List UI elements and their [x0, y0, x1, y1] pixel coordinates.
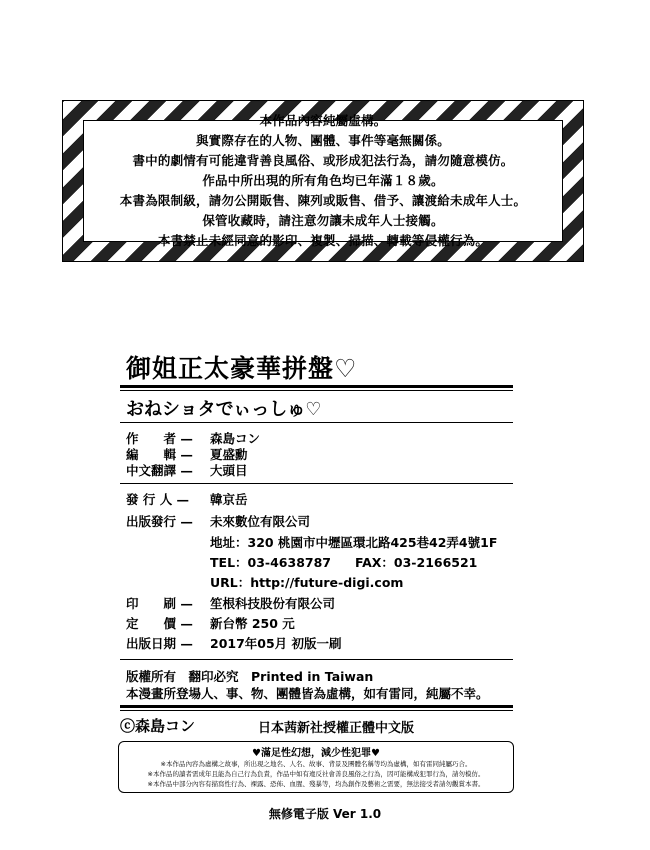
fax-value: FAX：03-2166521 — [355, 555, 478, 570]
publisher-label: 出版發行 — — [126, 514, 193, 529]
price-value: 新台幣 250 元 — [210, 616, 295, 631]
notice-box — [118, 741, 514, 793]
subtitle-rule — [120, 422, 513, 423]
rights-rule-thick — [120, 705, 513, 708]
warning-frame — [62, 100, 584, 262]
tel-value: TEL：03-4638787 — [210, 555, 331, 570]
translator-label: 中文翻譯 — — [126, 463, 193, 478]
author-value: 森島コン — [210, 431, 261, 446]
title-rule-thick — [120, 385, 513, 388]
warning-line-7: 本書禁止未經同意的影印、複製、掃描、轉載等侵權行為。 — [157, 233, 489, 248]
copyright-mark: ⓒ森島コン — [120, 717, 196, 735]
warning-line-2: 與實際存在的人物、團體、事件等毫無關係。 — [195, 133, 450, 148]
editor-label: 編 輯 — — [126, 447, 193, 462]
warning-line-1: 本作品內容純屬虛構。 — [259, 113, 387, 128]
date-label: 出版日期 — — [126, 636, 193, 651]
warning-box — [83, 113, 563, 248]
url-value: URL：http://future-digi.com — [210, 575, 404, 590]
date-value: 2017年05月 初版一刷 — [210, 636, 342, 651]
book-title: 御姐正太豪華拼盤♡ — [126, 354, 358, 383]
publisher-rule — [120, 659, 513, 660]
notice-line-2: ※本作品的讀者需成年且能為自己行為負責，作品中如有違反社會善良風俗之行為，因可能構成犯罪行為，請勿模仿。 — [147, 770, 485, 778]
translator-value: 大頭目 — [210, 463, 248, 478]
warning-line-5: 本書為限制級，請勿公開販售、陳列或販售、借予、讓渡給未成年人士。 — [119, 193, 527, 208]
editor-value: 夏盛勳 — [210, 447, 248, 462]
price-label: 定 價 — — [126, 616, 193, 631]
title-rule-thin — [120, 390, 513, 391]
warning-line-6: 保管收藏時，請注意勿讓未成年人士接觸。 — [202, 213, 444, 228]
book-subtitle: おねショタでぃっしゅ♡ — [126, 399, 322, 420]
author-label: 作 者 — — [126, 431, 193, 446]
publisher-value: 未來數位有限公司 — [210, 514, 311, 529]
address-value: 地址：320 桃園市中壢區環北路425巷42弄4號1F — [210, 535, 498, 550]
rights-rule-thin — [120, 710, 513, 711]
rights-line: 版權所有 翻印必究 Printed in Taiwan — [126, 669, 374, 684]
notice-line-3: ※本作品中部分內容有描寫性行為、裸露、恐佈、血腥、殘暴等，均為創作及藝術之需要，無法接受者請勿觀賞本書。 — [147, 780, 485, 788]
warning-line-4: 作品中所出現的所有角色均已年滿１８歲。 — [202, 173, 444, 188]
credits-rule — [120, 483, 513, 484]
license-text: 日本茜新社授權正體中文版 — [258, 721, 415, 736]
edition-footer: 無修電子版 Ver 1.0 — [268, 807, 382, 821]
printer-value: 笙根科技股份有限公司 — [210, 596, 336, 611]
notice-heading: ♥滿足性幻想，減少性犯罪♥ — [252, 748, 380, 759]
fiction-disclaimer: 本漫畫所登場人、事、物、團體皆為虛構，如有雷同，純屬不幸。 — [126, 686, 489, 701]
issuer-label: 發 行 人 — — [126, 492, 190, 507]
issuer-value: 韓京岳 — [210, 492, 248, 507]
printer-label: 印 刷 — — [126, 596, 193, 611]
notice-line-1: ※本作品內容為虛構之故事，所出現之地名、人名、故事、背景及團體名稱等均為虛構，如有雷同純屬巧合。 — [160, 760, 472, 768]
warning-line-3: 書中的劇情有可能違背善良風俗、或形成犯法行為，請勿隨意模仿。 — [132, 153, 514, 168]
